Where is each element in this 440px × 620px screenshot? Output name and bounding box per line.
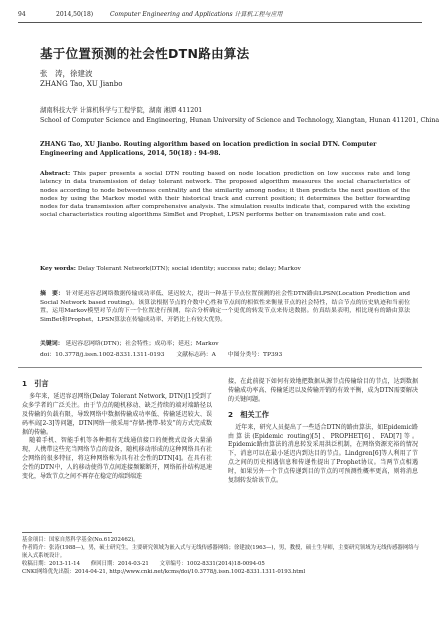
- section-1-continuation: 接，在此前提下如何有效地把数据从源节点传输给目的节点，达到数据传输成功率高、传输延迟以及传输开销的有效平衡，成为DTN需要解决的关键问题。: [228, 378, 418, 403]
- section-rule: [18, 367, 422, 368]
- footnote-fund: 基金项目：国家自然科学基金(No.61202462)。: [22, 537, 139, 543]
- abstract-en-text: This paper presents a social DTN routing based on node location prediction on low success rate and long latency in data transmission of delay tolerant network. The proposed algorithm measures the social characteristics of nodes according to node betweenness centrality and the similarity among nodes; it then predicts the next position of the nodes by using the Markov model with their historical track and current position; it determines the better forwarding nodes for data transmission after comprehensive analysis. The simulation results indicate that, compared with the existing social characteristics routing algorithms SimBet and Prophet, LPSN performs better on transmission rate and cost.: [40, 171, 410, 219]
- keywords-cn-label: 关键词：: [40, 340, 64, 347]
- affiliation-en: School of Computer Science and Engineering, Hunan University of Science and Technology, Xiangtan, Hunan 411201, China: [40, 117, 440, 124]
- footnotes: [22, 536, 420, 576]
- article-metadata: doi：10.3778/j.issn.1002-8331.1311-0193 文献标志码：A 中图分类号：TP393: [40, 352, 283, 358]
- keywords-en: [40, 265, 410, 273]
- section-1-title: 1 引言: [22, 379, 49, 388]
- paper-title: 基于位置预测的社会性DTN路由算法: [40, 46, 250, 61]
- keywords-en-label: Key words:: [40, 265, 76, 272]
- left-column: [22, 378, 212, 482]
- section-2-title: 2 相关工作: [228, 409, 269, 419]
- section-2-paragraph: 近年来，研究人员提出了一些适合DTN的路由算法，如Epidemic路由算法(Epidemic routing)[5]、PROPHET[6]、FAD[7]等。Epidemic路由算法的消息转发采用洪泛机制，在网络资源充裕的情况下，消息可以在最小延迟内到达目的节点。Lindgren[6]等人利用了节点之间的历史相遇信息和传递性提出了Prophet协议。当两节点相遇时，如果另外一个节点传递到目的节点的可预测性概率更高，则将消息复制转发给该节点。: [228, 423, 418, 485]
- authors-cn: 张 涛，徐建波: [40, 69, 93, 78]
- section-1-paragraph: 多年来，延迟容忍网络(Delay Tolerant Network, DTN)[1]受到了众多学者的广泛关注。由于节点的随机移动、缺乏持续的端对端路径以及传输的负载有限，导致网络中数据传输成功率低、传输延迟较大、误码率高[2-3]等问题，DTN网络一般采用“存储-携带-转发”的方式完成数据的传输。: [22, 392, 212, 436]
- abstract-cn-text: 针对延迟容忍网络数据传输成功率低、延迟较大，提出一种基于节点位置预测的社会性DTN路由LPSN(Location Prediction and Social Network based routing)。该算法根据节点的介数中心性和节点间的相似性来衡量节点的社会特性，结合节点的历史轨迹和当前位置，运用Markov模型对节点的下一个位置进行预测，综合分析确定一个更优的转发节点来传送数据。仿真结果表明，相比现有的路由算法SimBet和Prophet，LPSN算法在传输成功率、开销比上有较大优势。: [40, 291, 410, 323]
- right-column: [228, 378, 418, 486]
- abstract-en: [40, 170, 410, 220]
- header-rule: [18, 22, 422, 23]
- abstract-en-label: Abstract:: [40, 170, 71, 177]
- footnote-online: CNKI网络优先出版：2014-04-21, http://www.cnki.net/kcms/doi/10.3778/j.issn.1002-8331.1311-0193.html: [22, 569, 306, 575]
- running-header: [18, 8, 422, 22]
- journal-name: Computer Engineering and Applications 计算机工程与应用: [110, 11, 283, 18]
- keywords-cn: [40, 340, 410, 349]
- keywords-en-text: Delay Tolerant Network(DTN); social identity; success rate; delay; Markov: [77, 266, 301, 272]
- section-1-paragraph: 随着手机、智能手机等各种拥有无线通信接口的便携式设备大量涌现，人携带这些充当网络节点的设备，随机移动形成的这种网络具有社会网络的很多特征，将这种网络称为具有社会性的DTN[4]。在具有社会性的DTN中，人的移动使得节点间连接频繁断开，网络拓扑结构迅速变化，导致节点之间不再存在稳定的端到端连: [22, 437, 212, 481]
- affiliation-cn: 湖南科技大学 计算机科学与工程学院，湖南 湘潭 411201: [40, 107, 203, 114]
- abstract-cn-label: 摘 要：: [40, 290, 64, 297]
- authors-en: ZHANG Tao, XU Jianbo: [40, 80, 123, 88]
- volume-issue: 2014,50(18): [56, 11, 94, 18]
- footnote-dates: 收稿日期：2013-11-14 修回日期：2014-03-21 文章编号：1002-8331(2014)18-0094-05: [22, 561, 265, 567]
- abstract-cn: [40, 290, 410, 324]
- footnote-author: 作者简介：张涛(1988—)，男，硕士研究生，主要研究领域为嵌入式与无线传感器网络；徐建波(1963—)，男，教授，硕士生导师，主要研究领域为无线传感器网络与嵌入式系统设计。: [22, 545, 420, 559]
- keywords-cn-text: 延迟容忍网络(DTN)；社会特性；成功率；延迟；Markov: [65, 341, 219, 347]
- citation: ZHANG Tao, XU Jianbo. Routing algorithm based on location prediction in social DTN. Computer Engineering and Applications, 2014, 50(18) : 94-98.: [40, 141, 377, 157]
- footnote-rule: [22, 532, 112, 533]
- page-number: 94: [18, 11, 26, 18]
